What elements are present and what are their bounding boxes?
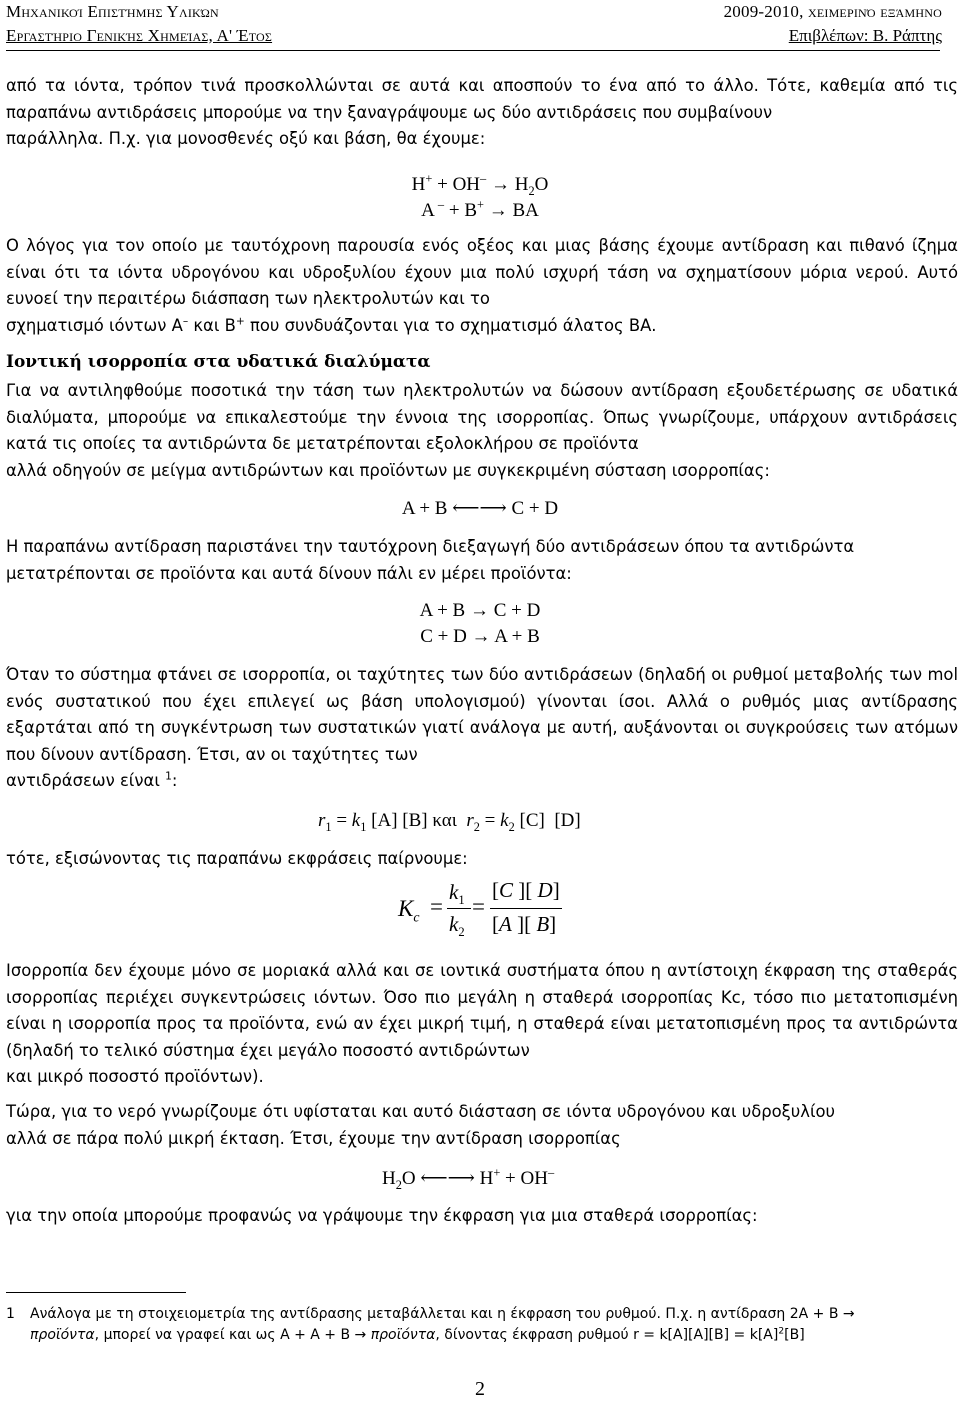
- header-supervisor: Επιβλέπων: Β. Ράπτης: [788, 26, 942, 45]
- paragraph-5: [6, 662, 958, 795]
- p5-last-text: αντιδράσεων είναι: [6, 771, 160, 790]
- kc-fraction-bar-2: [490, 908, 562, 909]
- header-semester: 2009-2010, χειμερινό εξάμηνο: [723, 2, 942, 21]
- paragraph-7: [6, 958, 958, 1091]
- paragraph-1-last-line: παράλληλα. Π.χ. για μονοσθενές οξύ και βάση, θα έχουμε:: [6, 129, 486, 148]
- equation-water: $H_2O$ ⟵⟶ H+ + OH–: [382, 1165, 555, 1192]
- kc-fraction-bar-1: [447, 908, 471, 909]
- footnote-line-2: [30, 1325, 960, 1346]
- paragraph-9: για την οποία μπορούμε προφανώς να γράψουμε την έκφραση για μια σταθερά ισορροπίας:: [6, 1206, 758, 1225]
- paragraph-8-text: Τώρα, για το νερό γνωρίζουμε ότι υφίσταται και αυτό διάσταση σε ιόντα υδρογόνου και υδροξυλίου: [6, 1102, 836, 1121]
- equation-reverse: C + D → A + B: [420, 626, 540, 647]
- p5-colon: :: [171, 771, 178, 790]
- footnote-body: [30, 1304, 960, 1346]
- p2-text-c: που συνδυάζονται για το σχηματισμό άλατος ΒΑ.: [244, 315, 657, 335]
- paragraph-2: [6, 233, 958, 339]
- kc-equals-2: =: [472, 894, 485, 919]
- paragraph-2-text: Ο λόγος για τον οποίο με ταυτόχρονη παρουσία ενός οξέος και μιας βάσης έχουμε αντίδραση και πιθανό ίζημα είναι ότι τα ιόντα υδρογόνου και υδροξυλίου έχουν μια πολύ ισχυρή τάση να σχηματίσουν μόρια νερού. Αυτό ευνοεί την περαιτέρω διάσπαση των ηλεκτρολυτών και το: [6, 236, 958, 308]
- kc-k1: $k_1$: [449, 880, 465, 908]
- footnote-sup: 2: [778, 1326, 785, 1337]
- footnote-text-a: , μπορεί να γραφεί και ως A + A + B →: [94, 1327, 371, 1343]
- footnote-line-1: Ανάλογα με τη στοιχειομετρία της αντίδρασης μεταβάλλεται και η έκφραση του ρυθμού. Π.χ. η αντίδραση 2A + B →: [30, 1306, 855, 1322]
- paragraph-7-text: Ισορροπία δεν έχουμε μόνο σε μοριακά αλλά και σε ιοντικά συστήματα όπου η αντίστοιχη έκφραση της σταθεράς ισορροπίας περιέχει συγκεντρώσεις ιόντων. Όσο πιο μεγάλη η σταθερά ισορροπίας Kc, τόσο πιο μετατοπισμένη είναι η ισορροπία προς τα προϊόντα, ενώ αν έχει μικρή τιμή, η σταθερά είναι μετατοπισμένη προς τα αντιδρώντα (δηλαδή το τελικό σύστημα έχει μεγάλο ποσοστό αντιδρώντων: [6, 961, 958, 1060]
- footnote-italic-1: προϊόντα: [30, 1327, 95, 1343]
- section-heading: Ιοντική ισορροπία στα υδατικά διαλύματα: [6, 352, 431, 372]
- paragraph-3: [6, 378, 958, 484]
- kc-denominator: [A ][ B]: [492, 912, 557, 936]
- header-lab: Εργαστήριο Γενικής Χημείας, Α' Έτος: [6, 26, 273, 45]
- footnote-rule: [6, 1292, 186, 1293]
- paragraph-5-text: Όταν το σύστημα φτάνει σε ισορροπία, οι ταχύτητες των δύο αντιδράσεων (δηλαδή οι ρυθμοί μεταβολής των mol ενός συστατικού που έχει επιλεγεί ως βάση υπολογισμού) γίνονται ίσοι. Αλλά ο ρυθμός μιας αντίδρασης εξαρτάται από τη συγκέντρωση των συστατικών γιατί ανάλογα με αυτή, αυξάνονται οι συγκρούσεις των ατόμων που δίνουν αντίδραση. Έτσι, αν οι ταχύτητες των: [6, 665, 958, 764]
- paragraph-2-last-line: σχηματισμό ιόντων Α– και Β+ που συνδυάζονται για το σχηματισμό άλατος ΒΑ.: [6, 314, 657, 335]
- paragraph-4-last-line: μετατρέπονται σε προϊόντα και αυτά δίνουν πάλι εν μέρει προϊόντα:: [6, 563, 572, 583]
- equation-rates: $r_1 = k_1$ [A] [B] και $r_2 = k_2$ [C] [D]: [318, 810, 581, 834]
- paragraph-7-last-line: και μικρό ποσοστό προϊόντων).: [6, 1067, 264, 1086]
- paragraph-8-last-line: αλλά σε πάρα πολύ μικρή έκταση. Έτσι, έχουμε την αντίδραση ισορροπίας: [6, 1128, 621, 1148]
- paragraph-5-last-line: [6, 768, 958, 795]
- kc-numerator: [C ][ D]: [492, 878, 560, 902]
- equation-equilibrium: A + B ⟵⟶ C + D: [401, 498, 559, 519]
- footnote-reference[interactable]: 1: [165, 769, 172, 783]
- equation-neutralization: $H^+ + OH^- \to H_2O$: [411, 171, 549, 198]
- kc-equals-1: =: [430, 894, 443, 919]
- header-rule: [6, 50, 940, 51]
- footnote-text-b: , δίνοντας έκφραση ρυθμού r = k[A][A][B] = k[A]: [435, 1327, 779, 1343]
- paragraph-6: τότε, εξισώνοντας τις παραπάνω εκφράσεις παίρνουμε:: [6, 849, 468, 868]
- page-number: 2: [475, 1378, 485, 1400]
- footnote-text-c: [B]: [784, 1327, 805, 1343]
- paragraph-1-text: από τα ιόντα, τρόπον τινά προσκολλώνται σε αυτά και αποσπούν το ένα από το άλλο. Τότε, καθεμία από τις παραπάνω αντιδράσεις μπορούμε να την ξαναγράψουμε ως δύο αντιδράσεις που συμβαίνουν: [6, 76, 958, 122]
- footnote-italic-2: προϊόντα: [370, 1327, 436, 1343]
- paragraph-3-last-line: αλλά οδηγούν σε μείγμα αντιδρώντων και προϊόντων με συγκεκριμένη σύσταση ισορροπίας:: [6, 460, 770, 480]
- paragraph-3-text: Για να αντιληφθούμε ποσοτικά την τάση των ηλεκτρολυτών να δώσουν αντίδραση εξουδετέρωσης σε υδατικά διαλύματα, μπορούμε να επικαλεστούμε την έννοια της ισορροπίας. Όπως γνωρίζουμε, υπάρχουν αντιδράσεις κατά τις οποίες τα αντιδρώντα δε μετατρέπονται εξολοκλήρου σε προϊόντα: [6, 381, 958, 453]
- paragraph-1: [6, 73, 958, 153]
- p2-text-b: και Β: [188, 315, 236, 335]
- kc-k2: $k_2$: [449, 912, 465, 940]
- paragraph-4-text: Η παραπάνω αντίδραση παριστάνει την ταυτόχρονη διεξαγωγή δύο αντιδράσεων όπου τα αντιδρώντα: [6, 537, 855, 556]
- equation-forward: A + B → C + D: [419, 600, 541, 621]
- paragraph-4: [6, 534, 958, 587]
- paragraph-8: [6, 1099, 958, 1152]
- footnote-number: 1: [6, 1306, 15, 1322]
- equation-salt-formation: A – + B+ → BA: [421, 197, 539, 221]
- p2-text-a: σχηματισμό ιόντων Α: [6, 315, 183, 335]
- kc-symbol: $K_c$: [398, 896, 420, 925]
- header-course: Μηχανικοί Επιστήμης Υλικών: [6, 2, 219, 21]
